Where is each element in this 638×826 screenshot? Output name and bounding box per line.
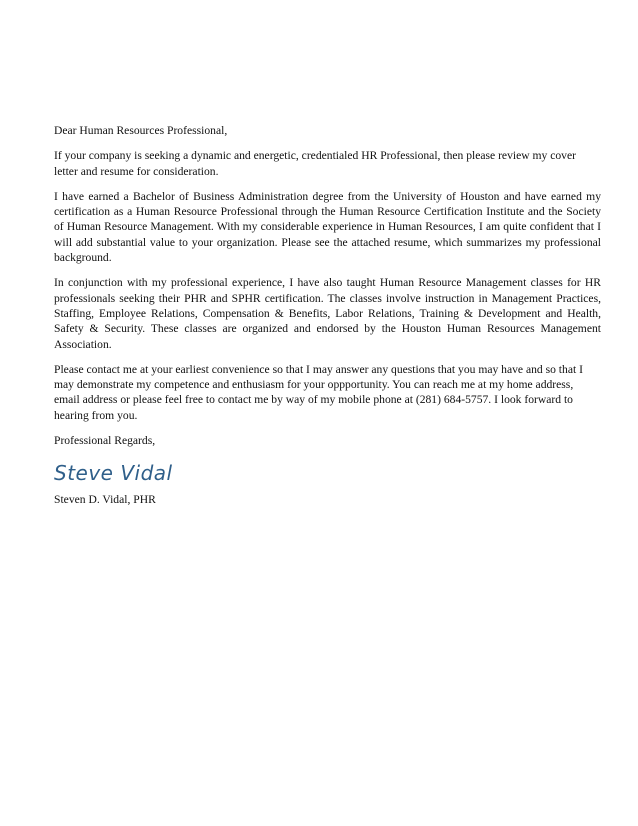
paragraph-credentials: I have earned a Bachelor of Business Administration degree from the University of Houston and have earned my certification as a Human Resource Professional through the Human Resource Certification Institute and the Society of Human Resource Management. With my considerable experience in Human Resources, I am quite confident that I will add substantial value to your organization. Please see the attached resume, which summarizes my professional background.: [54, 189, 601, 265]
handwritten-signature: [54, 458, 601, 488]
paragraph-teaching: In conjunction with my professional experience, I have also taught Human Resource Management classes for HR professionals seeking their PHR and SPHR certification. The classes involve instruction in Management Practices, Staffing, Employee Relations, Compensation & Benefits, Labor Relations, Training & Development and Health, Safety & Security. These classes are organized and endorsed by the Houston Human Resources Management Association.: [54, 276, 601, 351]
signature-text: Steve Vidal: [54, 461, 173, 486]
signer-name: Steven D. Vidal, PHR: [54, 493, 156, 507]
signature-graphic: [54, 458, 194, 488]
closing: Professional Regards,: [54, 434, 156, 448]
cover-letter: [54, 123, 601, 518]
salutation: Dear Human Resources Professional,: [54, 124, 228, 137]
paragraph-contact: Please contact me at your earliest convenience so that I may answer any questions that you may have and so that I may demonstrate my competence and enthusiasm for your oppportunity. You can reach me at my home address, email address or please feel free to contact me by way of my mobile phone at (281) 684-5757. I look forward to hearing from you.: [54, 362, 583, 422]
paragraph-intro: If your company is seeking a dynamic and energetic, credentialed HR Professional, then please review my cover letter and resume for consideration.: [54, 149, 576, 178]
